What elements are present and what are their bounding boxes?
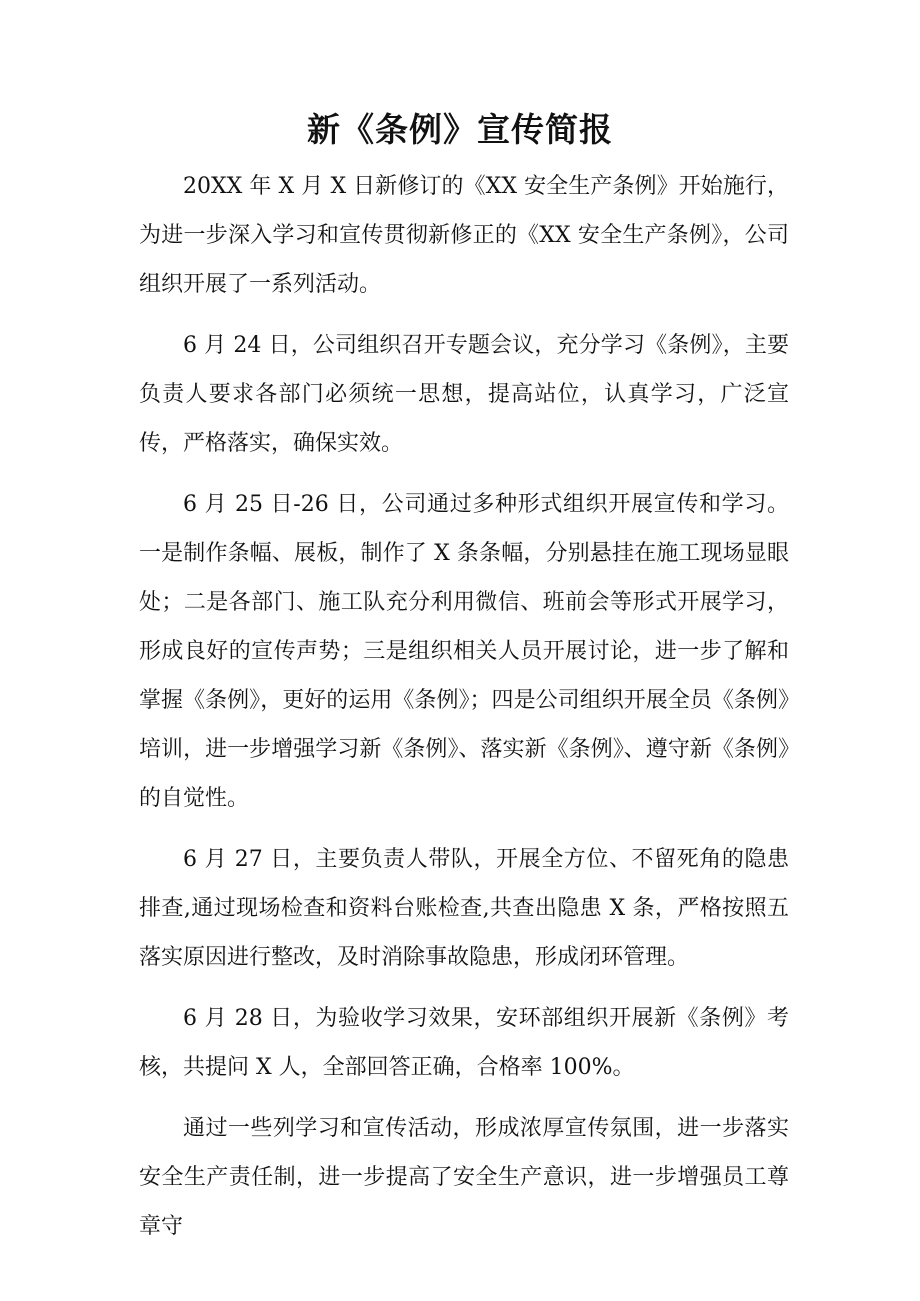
paragraph-june-24: 6 月 24 日，公司组织召开专题会议，充分学习《条例》，主要负责人要求各部门必须统一思想，提高站位，认真学习，广泛宣传，严格落实，确保实效。 (139, 333, 789, 456)
paragraph-june-25-26: 6 月 25 日-26 日，公司通过多种形式组织开展宣传和学习。一是制作条幅、展板，制作了 X 条条幅，分别悬挂在施工现场显眼处；二是各部门、施工队充分利用微信、班前会等形式开展学习，形成良好的宣传声势；三是组织相关人员开展讨论，进一步了解和掌握《条例》，更好的运用《条例》；四是公司组织开展全员《条例》培训，进一步增强学习新《条例》、落实新《条例》、遵守新《条例》的自觉性。 (139, 492, 789, 811)
document-body (139, 162, 789, 1263)
paragraph-intro: 20XX 年 X 月 X 日新修订的《XX 安全生产条例》开始施行，为进一步深入学习和宣传贯彻新修正的《XX 安全生产条例》，公司组织开展了一系列活动。 (139, 174, 789, 297)
paragraph-june-28: 6 月 28 日，为验收学习效果，安环部组织开展新《条例》考核，共提问 X 人，全部回答正确，合格率 100%。 (139, 1006, 789, 1080)
document-title: 新《条例》宣传简报 (307, 110, 613, 149)
paragraph-conclusion: 通过一些列学习和宣传活动，形成浓厚宣传氛围，进一步落实安全生产责任制，进一步提高了安全生产意识，进一步增强员工尊章守 (139, 1116, 789, 1239)
paragraph-june-27: 6 月 27 日，主要负责人带队，开展全方位、不留死角的隐患排查,通过现场检查和资料台账检查,共查出隐患 X 条，严格按照五落实原因进行整改，及时消除事故隐患，形成闭环管理。 (139, 847, 789, 970)
